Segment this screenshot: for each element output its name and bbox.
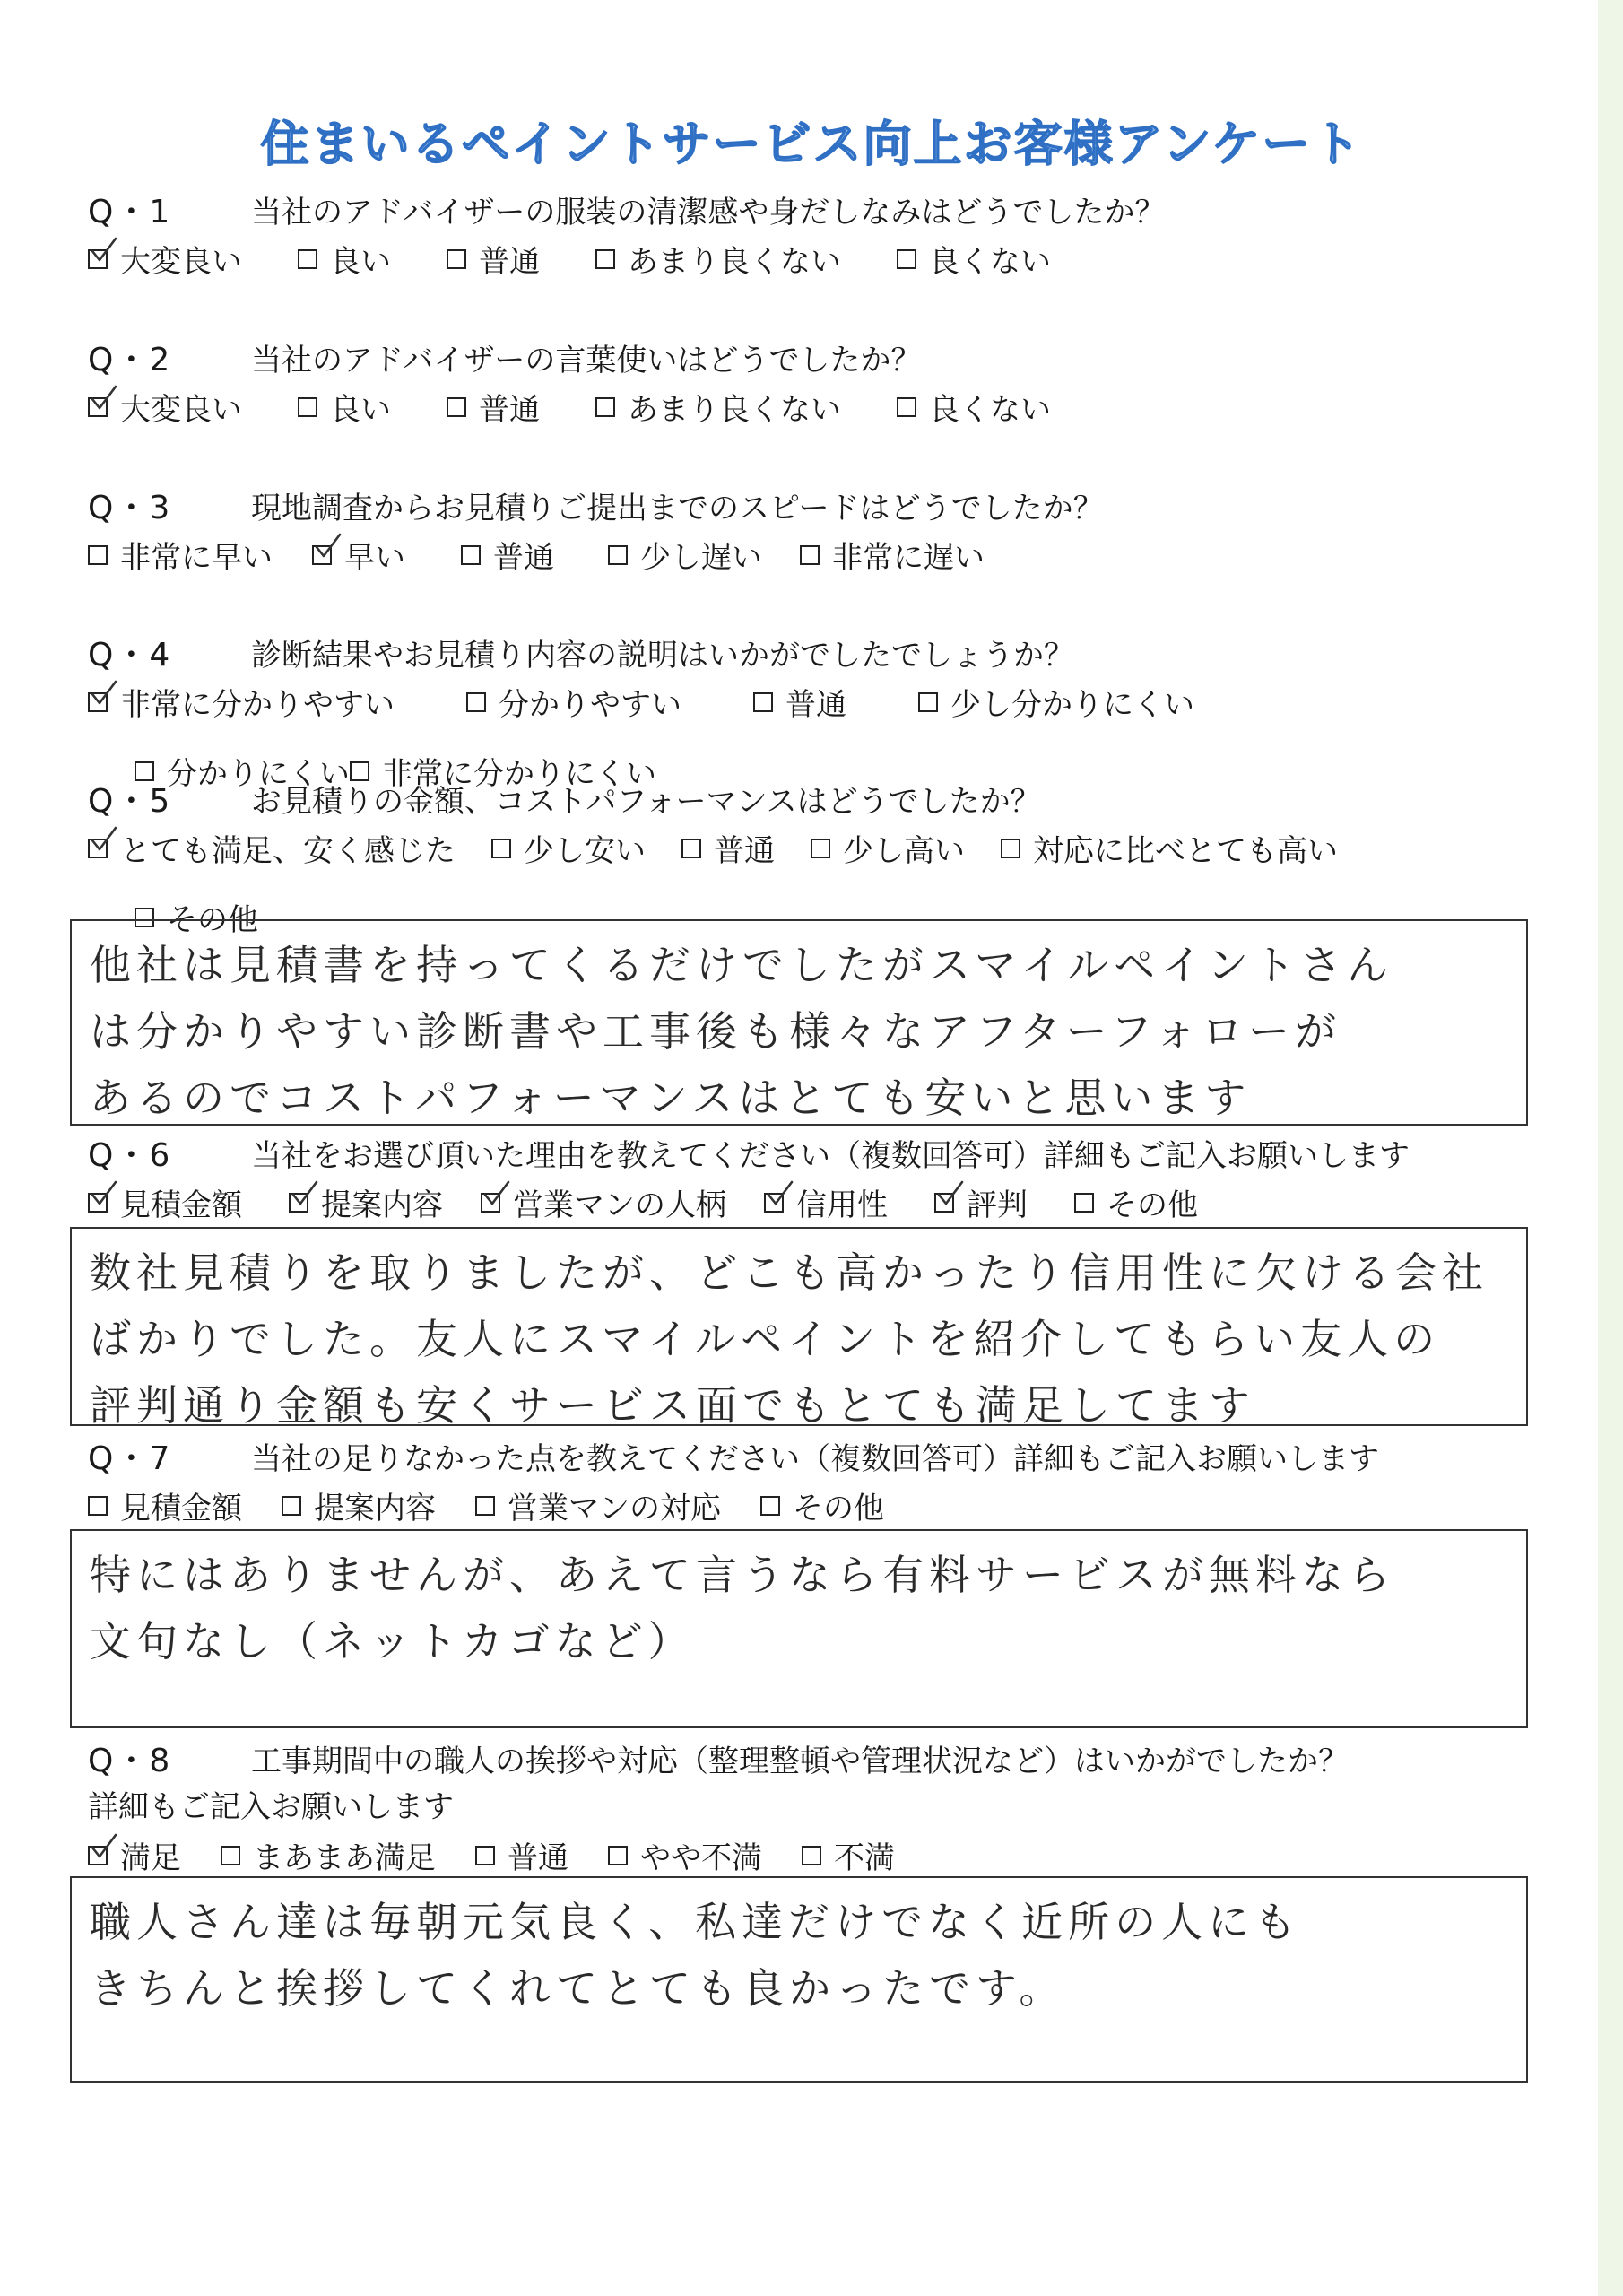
- question-text: 当社のアドバイザーの服装の清潔感や身だしなみはどうでしたか？: [251, 195, 1166, 230]
- option[interactable]: [475, 1483, 721, 1527]
- option-label: やや不満: [640, 1840, 762, 1876]
- option-label: 信用性: [796, 1187, 888, 1223]
- comment-box-q7[interactable]: [70, 1529, 1528, 1728]
- checkbox[interactable]: [760, 1496, 780, 1516]
- option-label: 普通: [493, 540, 554, 576]
- options: [88, 533, 1535, 577]
- question-text: 診断結果やお見積り内容の説明はいかがでしたでしょうか？: [251, 638, 1074, 674]
- question-text: 現地調査からお見積りご提出までのスピードはどうでしたか？: [251, 491, 1104, 526]
- checkbox[interactable]: [491, 839, 511, 858]
- option[interactable]: [681, 826, 775, 870]
- option-label: 不満: [834, 1840, 895, 1876]
- option[interactable]: [289, 1180, 443, 1224]
- option-label: その他: [1107, 1187, 1198, 1223]
- option-label: 非常に遅い: [832, 540, 985, 576]
- question-2: [88, 335, 1535, 429]
- option-label: 少し遅い: [640, 540, 762, 576]
- option-label: 非常に分かりやすい: [120, 687, 395, 723]
- checkbox[interactable]: [800, 545, 820, 565]
- option-label: 大変良い: [120, 244, 242, 280]
- checkbox[interactable]: [88, 1193, 108, 1213]
- checkmark-icon: [934, 1180, 965, 1211]
- checkbox[interactable]: [289, 1193, 308, 1213]
- option[interactable]: [481, 1180, 726, 1224]
- checkbox[interactable]: [1074, 1193, 1094, 1213]
- option[interactable]: [88, 680, 395, 724]
- option-label: 提案内容: [321, 1187, 443, 1223]
- handwritten-line: きちんと挨拶してくれてとても良かったです。: [90, 1964, 1066, 2013]
- option-label: 普通: [479, 244, 540, 280]
- handwritten-line: 評判通り金額も安くサービス面でもとても満足してます: [90, 1381, 1255, 1430]
- option[interactable]: [608, 533, 762, 577]
- option-label: 営業マンの対応: [508, 1491, 721, 1526]
- option-label: 大変良い: [120, 392, 242, 428]
- handwritten-line: 特にはありませんが、あえて言うなら有料サービスが無料なら: [90, 1551, 1395, 1599]
- option-label: 非常に分かりにくい: [382, 756, 656, 792]
- option-label: 少し分かりにくい: [950, 687, 1194, 723]
- option-label: 非常に早い: [120, 540, 273, 576]
- option[interactable]: [491, 826, 646, 870]
- question-8: [88, 1735, 1535, 1877]
- option[interactable]: [88, 237, 242, 281]
- option[interactable]: [221, 1833, 436, 1877]
- checkbox[interactable]: [897, 397, 916, 417]
- checkbox[interactable]: [475, 1846, 495, 1866]
- checkbox[interactable]: [466, 692, 486, 712]
- option-label: 見積金額: [120, 1491, 242, 1526]
- option[interactable]: [608, 1833, 762, 1877]
- option-label: 良い: [330, 244, 391, 280]
- option-label: 早い: [344, 540, 405, 576]
- option-label: その他: [167, 902, 258, 938]
- question-number: Q・7: [88, 1440, 172, 1477]
- question-number: Q・8: [88, 1743, 172, 1779]
- checkbox[interactable]: [595, 249, 615, 269]
- option-label: 対応に比べとても高い: [1033, 833, 1338, 869]
- option[interactable]: [298, 237, 391, 281]
- option-label: あまり良くない: [628, 392, 841, 428]
- question-3: [88, 483, 1535, 577]
- option-label: 普通: [785, 687, 846, 723]
- option[interactable]: [897, 385, 1051, 429]
- handwritten-line: ばかりでした。友人にスマイルペイントを紹介してもらい友人の: [90, 1315, 1441, 1363]
- comment-box-q8[interactable]: [70, 1876, 1528, 2083]
- checkbox[interactable]: [461, 545, 481, 565]
- handwritten-line: 他社は見積書を持ってくるだけでしたがスマイルペイントさん: [90, 941, 1394, 989]
- option-label: 少し安い: [524, 833, 646, 869]
- checkbox[interactable]: [447, 397, 466, 417]
- checkmark-icon: [764, 1180, 794, 1211]
- checkbox[interactable]: [608, 545, 628, 565]
- option[interactable]: [811, 826, 965, 870]
- option[interactable]: [282, 1483, 436, 1527]
- handwritten-line: 数社見積りを取りましたが、どこも高かったり信用性に欠ける会社: [90, 1248, 1488, 1297]
- page-title: 住まいるペイントサービス向上お客様アンケート: [260, 116, 1363, 172]
- checkbox[interactable]: [481, 1193, 500, 1213]
- checkbox[interactable]: [811, 839, 830, 858]
- option[interactable]: [764, 1180, 888, 1224]
- option-label: 分かりにくい: [167, 756, 350, 792]
- options: [88, 1180, 1535, 1224]
- question-5: [88, 776, 1535, 939]
- checkbox[interactable]: [447, 249, 466, 269]
- option[interactable]: [595, 237, 841, 281]
- option[interactable]: [466, 680, 681, 724]
- question-text: 当社のアドバイザーの言葉使いはどうでしたか？: [251, 343, 922, 378]
- handwritten-line: あるのでコストパフォーマンスはとても安いと思います: [90, 1074, 1252, 1122]
- checkbox[interactable]: [282, 1496, 301, 1516]
- question-number: Q・6: [88, 1137, 172, 1174]
- checkbox[interactable]: [88, 1846, 108, 1866]
- handwritten-line: 職人さん達は毎朝元気良く、私達だけでなく近所の人にも: [90, 1898, 1302, 1946]
- question-text: 当社の足りなかった点を教えてください（複数回答可）詳細もご記入お願いします: [251, 1441, 1379, 1477]
- checkbox[interactable]: [753, 692, 773, 712]
- checkmark-icon: [481, 1180, 511, 1211]
- checkbox[interactable]: [934, 1193, 954, 1213]
- handwritten-line: は分かりやすい診断書や工事後も様々なアフターフォローが: [90, 1007, 1342, 1056]
- checkbox[interactable]: [88, 397, 108, 417]
- checkmark-icon: [88, 680, 118, 710]
- checkmark-icon: [88, 826, 118, 857]
- option[interactable]: [1074, 1180, 1198, 1224]
- handwritten-line: 文句なし（ネットカゴなど）: [90, 1617, 695, 1665]
- checkmark-icon: [289, 1180, 319, 1211]
- option-label: 分かりやすい: [499, 687, 681, 723]
- option-label: 満足: [120, 1840, 181, 1876]
- option[interactable]: [312, 533, 405, 577]
- checkbox[interactable]: [88, 839, 108, 858]
- question-number: Q・2: [88, 342, 172, 378]
- checkbox[interactable]: [298, 249, 317, 269]
- option[interactable]: [800, 533, 985, 577]
- checkmark-icon: [88, 1180, 118, 1211]
- comment-box-q6[interactable]: [70, 1227, 1528, 1430]
- checkbox[interactable]: [312, 545, 332, 565]
- checkmark-icon: [312, 533, 343, 563]
- option[interactable]: [802, 1833, 895, 1877]
- option[interactable]: [934, 1180, 1028, 1224]
- checkmark-icon: [88, 1833, 118, 1864]
- option-label: 見積金額: [120, 1187, 242, 1223]
- option[interactable]: [760, 1483, 884, 1527]
- option-label: 普通: [508, 1840, 568, 1876]
- checkbox[interactable]: [88, 545, 108, 565]
- checkbox[interactable]: [764, 1193, 784, 1213]
- option-label: 営業マンの人柄: [513, 1187, 726, 1223]
- option[interactable]: [475, 1833, 568, 1877]
- question-1: [88, 187, 1535, 281]
- question-number: Q・5: [88, 783, 172, 820]
- options: [88, 1833, 1535, 1877]
- option-label: まあまあ満足: [253, 1840, 436, 1876]
- option-label: 良くない: [929, 244, 1051, 280]
- option[interactable]: [753, 680, 846, 724]
- option-label: 提案内容: [314, 1491, 436, 1526]
- option[interactable]: [897, 237, 1051, 281]
- option[interactable]: [1001, 826, 1338, 870]
- question-text: 工事期間中の職人の挨拶や対応（整理整頓や管理状況など）はいかがでしたか？: [251, 1744, 1349, 1779]
- option[interactable]: [88, 826, 456, 870]
- checkbox[interactable]: [608, 1846, 628, 1866]
- option[interactable]: [918, 680, 1194, 724]
- option-label: 普通: [714, 833, 775, 869]
- checkbox[interactable]: [681, 839, 701, 858]
- question-number: Q・3: [88, 490, 172, 526]
- checkbox[interactable]: [918, 692, 938, 712]
- option-label: 普通: [479, 392, 540, 428]
- question-subtext: 詳細もご記入お願いします: [88, 1789, 454, 1825]
- option[interactable]: [88, 385, 242, 429]
- checkbox[interactable]: [298, 397, 317, 417]
- checkbox[interactable]: [595, 397, 615, 417]
- checkbox[interactable]: [475, 1496, 495, 1516]
- option-label: 良い: [330, 392, 391, 428]
- option[interactable]: [88, 1180, 242, 1224]
- question-text: 当社をお選び頂いた理由を教えてください（複数回答可）詳細もご記入お願いします: [251, 1138, 1410, 1174]
- checkbox[interactable]: [88, 249, 108, 269]
- checkmark-icon: [88, 385, 118, 415]
- option[interactable]: [447, 237, 540, 281]
- options: [88, 385, 1535, 429]
- option-label: その他: [793, 1491, 884, 1526]
- question-text: お見積りの金額、コストパフォーマンスはどうでしたか？: [251, 784, 1041, 820]
- option-label: 評判: [967, 1187, 1028, 1223]
- option[interactable]: [595, 385, 841, 429]
- question-7: [88, 1433, 1535, 1527]
- question-4: [88, 630, 1535, 793]
- checkmark-icon: [88, 237, 118, 267]
- checkbox[interactable]: [221, 1846, 240, 1866]
- question-6: [88, 1130, 1535, 1224]
- option[interactable]: [447, 385, 540, 429]
- comment-box-q5[interactable]: [70, 919, 1528, 1126]
- checkbox[interactable]: [897, 249, 916, 269]
- checkbox[interactable]: [802, 1846, 821, 1866]
- option[interactable]: [88, 1833, 181, 1877]
- options: [88, 237, 1535, 281]
- checkbox[interactable]: [88, 692, 108, 712]
- question-number: Q・4: [88, 637, 172, 674]
- option[interactable]: [298, 385, 391, 429]
- option-label: 少し高い: [843, 833, 965, 869]
- option[interactable]: [88, 533, 273, 577]
- checkbox[interactable]: [88, 1496, 108, 1516]
- option[interactable]: [461, 533, 554, 577]
- option-label: とても満足、安く感じた: [120, 833, 456, 869]
- option-label: あまり良くない: [628, 244, 841, 280]
- option-label: 良くない: [929, 392, 1051, 428]
- option[interactable]: [88, 1483, 242, 1527]
- checkbox[interactable]: [1001, 839, 1020, 858]
- question-number: Q・1: [88, 194, 172, 230]
- page-edge: [1598, 0, 1623, 2296]
- options: [88, 1483, 1535, 1527]
